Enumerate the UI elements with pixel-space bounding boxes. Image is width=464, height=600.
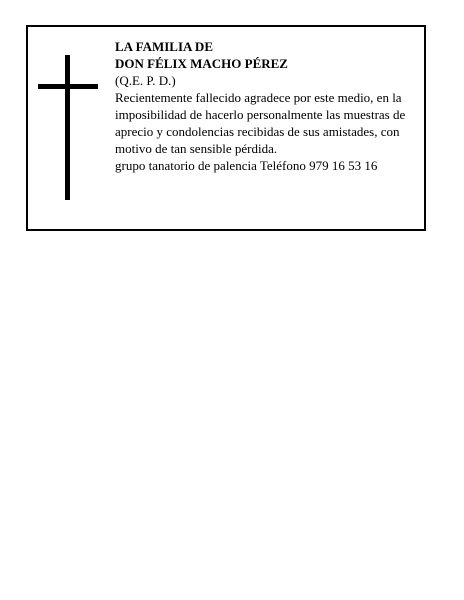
- obituary-notice: [26, 25, 426, 231]
- notice-footer: grupo tanatorio de palencia Teléfono 979 16 53 16: [115, 158, 378, 173]
- notice-text: [115, 38, 425, 174]
- notice-heading-family: LA FAMILIA DE: [115, 39, 213, 54]
- notice-heading-name: DON FÉLIX MACHO PÉREZ: [115, 56, 288, 71]
- cross-vertical-bar: [65, 55, 70, 200]
- notice-qepd: (Q.E. P. D.): [115, 73, 176, 88]
- cross-icon: [38, 55, 98, 200]
- notice-body: Recientemente fallecido agradece por este medio, en la imposibilidad de hacerlo personalmente las muestras de aprecio y condolencias recibidas de sus amistades, con motivo de tan sensible pérdida.: [115, 90, 406, 156]
- cross-horizontal-bar: [38, 84, 98, 89]
